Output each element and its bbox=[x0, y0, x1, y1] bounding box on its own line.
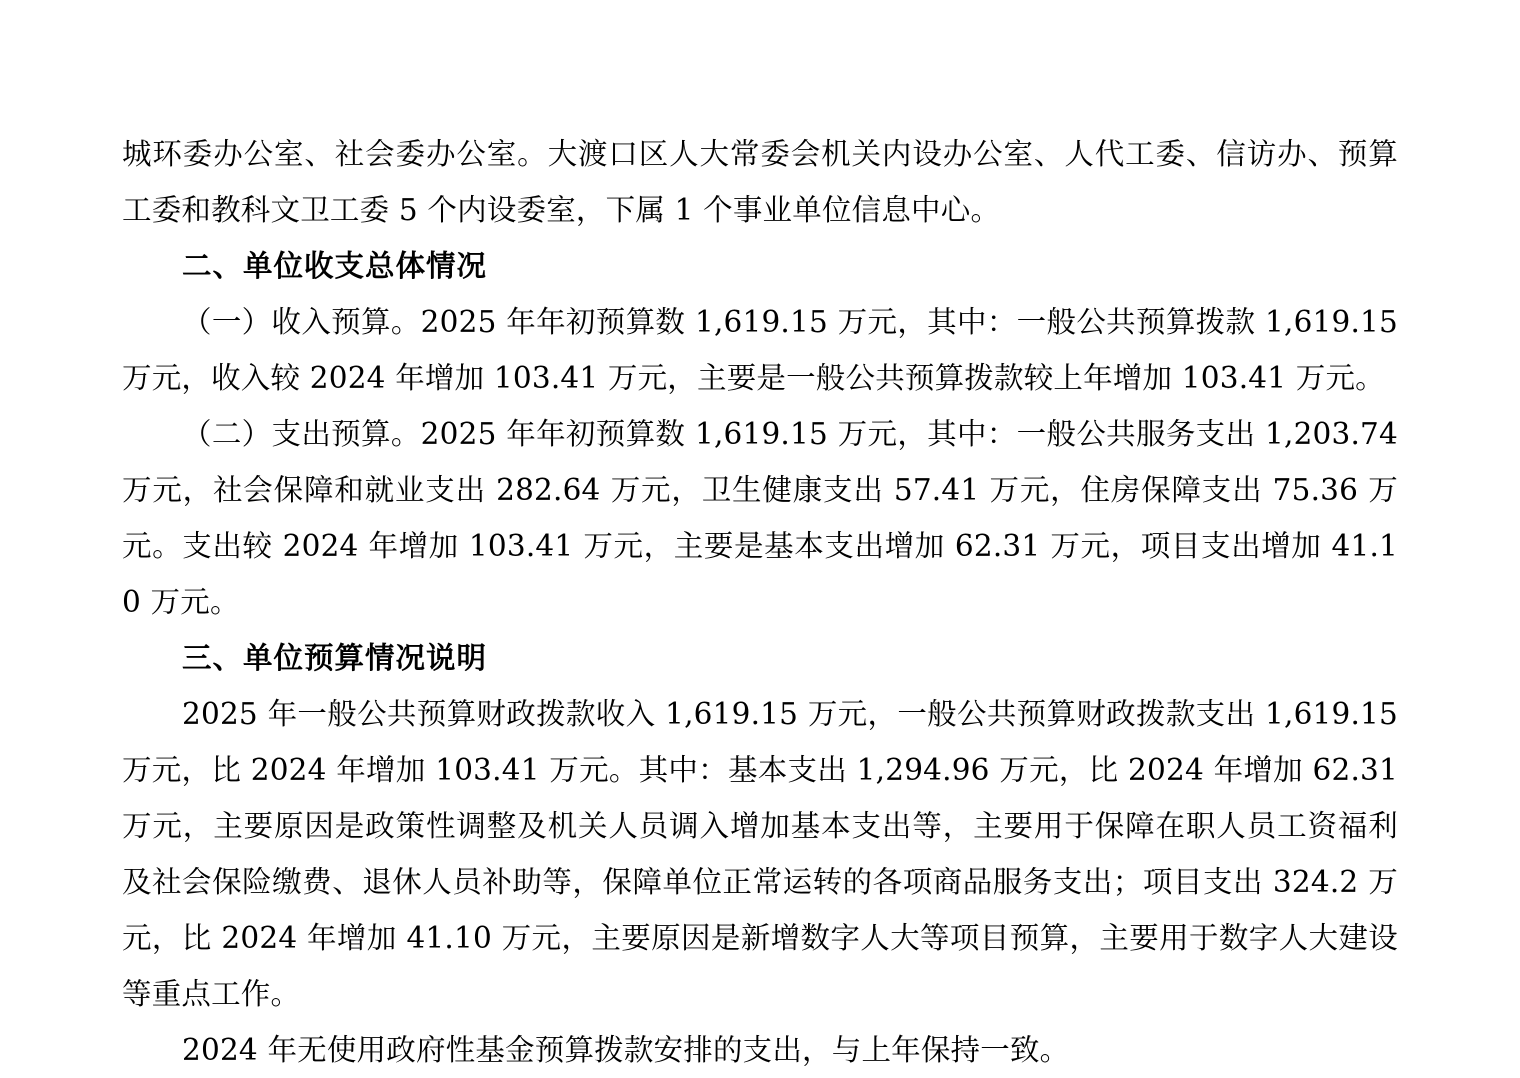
section-heading-three: 三、单位预算情况说明 bbox=[182, 640, 488, 675]
paragraph-budget-explanation: 2025 年一般公共预算财政拨款收入 1,619.15 万元，一般公共预算财政拨款支出 1,619.15 万元，比 2024 年增加 103.41 万元。其中：基本支出 1,294.96 万元，比 2024 年增加 62.31 万元，主要原因是政策性调整及机关人员调入增加基本支出等，主要用于保障在职人员工资福利及社会保险缴费、退休人员补助等，保障单位正常运转的各项商品服务支出；项目支出 324.2 万元，比 2024 年增加 41.10 万元，主要原因是新增数字人大等项目预算，主要用于数字人大建设等重点工作。 bbox=[122, 697, 1398, 1011]
section-heading-two: 二、单位收支总体情况 bbox=[182, 248, 488, 283]
paragraph-expenditure-budget: （二）支出预算。2025 年年初预算数 1,619.15 万元，其中：一般公共服务支出 1,203.74 万元，社会保障和就业支出 282.64 万元，卫生健康支出 57.41 万元，住房保障支出 75.36 万元。支出较 2024 年增加 103.41 万元，主要是基本支出增加 62.31 万元，项目支出增加 41.10 万元。 bbox=[122, 417, 1398, 619]
document-body bbox=[122, 126, 1398, 1078]
paragraph-continuation: 城环委办公室、社会委办公室。大渡口区人大常委会机关内设办公室、人代工委、信访办、预算工委和教科文卫工委 5 个内设委室，下属 1 个事业单位信息中心。 bbox=[122, 137, 1398, 227]
paragraph-income-budget: （一）收入预算。2025 年年初预算数 1,619.15 万元，其中：一般公共预算拨款 1,619.15 万元，收入较 2024 年增加 103.41 万元，主要是一般公共预算拨款较上年增加 103.41 万元。 bbox=[122, 305, 1398, 395]
paragraph-government-fund-note: 2024 年无使用政府性基金预算拨款安排的支出，与上年保持一致。 bbox=[182, 1033, 1070, 1067]
